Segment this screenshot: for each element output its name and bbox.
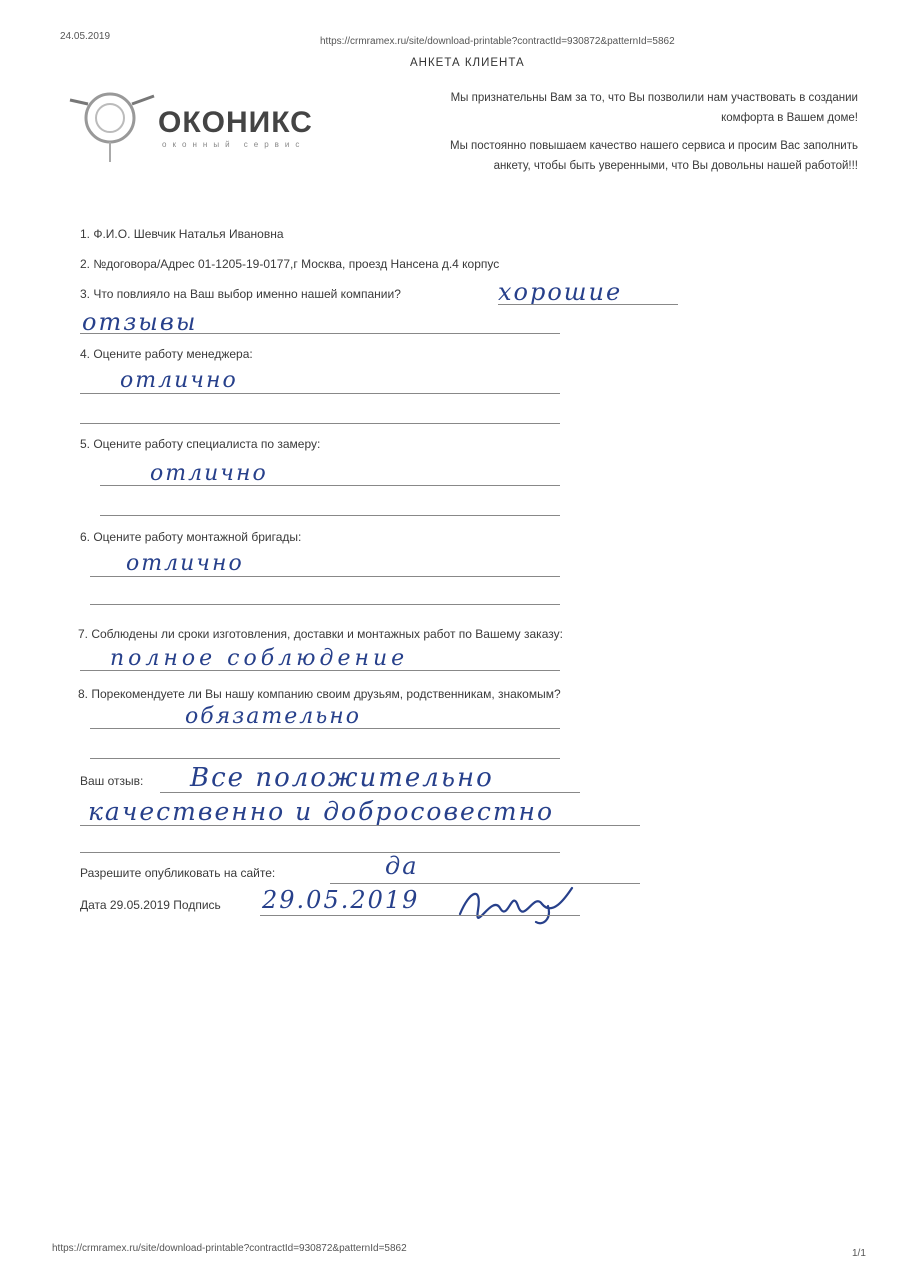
- answer-7-underline: [80, 670, 560, 671]
- question-6-installers: 6. Оцените работу монтажной бригады:: [80, 530, 302, 544]
- answer-5: отлично: [150, 461, 268, 486]
- review-line-2: качественно и добросовестно: [88, 797, 555, 826]
- question-2-contract: 2. №договора/Адрес 01-1205-19-0177,г Москва, проезд Нансена д.4 корпус: [80, 257, 500, 271]
- logo-subtitle: оконный сервис: [162, 140, 306, 149]
- thanks-paragraph-1: Мы признательны Вам за то, что Вы позволили нам участвовать в создании комфорта в Вашем доме!: [450, 92, 858, 124]
- question-1-name: 1. Ф.И.О. Шевчик Наталья Ивановна: [80, 227, 284, 241]
- answer-4: отлично: [120, 368, 238, 393]
- answer-4-extra-line: [80, 423, 560, 424]
- handwritten-date: 29.05.2019: [262, 886, 420, 914]
- answer-6-underline: [90, 576, 560, 577]
- review-underline-1: [160, 792, 580, 793]
- print-date: 24.05.2019: [60, 31, 111, 42]
- question-8-recommend: 8. Порекомендуете ли Вы нашу компанию своим друзьям, родственникам, знакомым?: [78, 687, 561, 701]
- company-logo: [62, 88, 362, 168]
- publish-answer: да: [385, 852, 419, 880]
- answer-8-extra-line: [90, 758, 560, 759]
- answer-3-underline: [498, 304, 678, 305]
- signature-underline: [260, 915, 580, 916]
- logo-window-icon: [62, 88, 162, 168]
- answer-5-extra-line: [100, 515, 560, 516]
- page-title: АНКЕТА КЛИЕНТА: [410, 57, 525, 69]
- answer-8: обязательно: [185, 704, 361, 729]
- signature-scribble: [452, 880, 582, 930]
- logo-name: ОКОНИКС: [158, 106, 313, 139]
- header-url[interactable]: https://crmramex.ru/site/download-printable?contractId=930872&patternId=5862: [320, 36, 675, 47]
- answer-7: полное соблюдение: [110, 646, 409, 671]
- answer-8-underline: [90, 728, 560, 729]
- answer-6-extra-line: [90, 604, 560, 605]
- question-3-choice: 3. Что повлияло на Ваш выбор именно нашей компании?: [80, 287, 401, 301]
- answer-3-line-2-underline: [80, 333, 560, 334]
- footer-url[interactable]: https://crmramex.ru/site/download-printable?contractId=930872&patternId=5862: [52, 1243, 407, 1254]
- review-underline-3: [80, 852, 560, 853]
- answer-3-line-2: отзывы: [82, 308, 198, 336]
- review-underline-2: [80, 825, 640, 826]
- answer-5-underline: [100, 485, 560, 486]
- answer-6: отлично: [126, 551, 244, 576]
- question-5-measurer: 5. Оцените работу специалиста по замеру:: [80, 437, 321, 451]
- review-label: Ваш отзыв:: [80, 774, 144, 788]
- thanks-paragraph-2: Мы постоянно повышаем качество нашего сервиса и просим Вас заполнить анкету, чтобы быть уверенными, что Вы довольны нашей работой!!!: [449, 140, 858, 172]
- page-number: 1/1: [852, 1248, 866, 1259]
- date-signature-label: Дата 29.05.2019 Подпись: [80, 898, 221, 912]
- review-line-1: Все положительно: [190, 763, 494, 793]
- question-4-manager: 4. Оцените работу менеджера:: [80, 347, 253, 361]
- answer-4-underline: [80, 393, 560, 394]
- answer-3-line-1: хорошие: [498, 278, 623, 306]
- publish-permission-label: Разрешите опубликовать на сайте:: [80, 866, 276, 880]
- question-7-deadlines: 7. Соблюдены ли сроки изготовления, доставки и монтажных работ по Вашему заказу:: [78, 627, 563, 641]
